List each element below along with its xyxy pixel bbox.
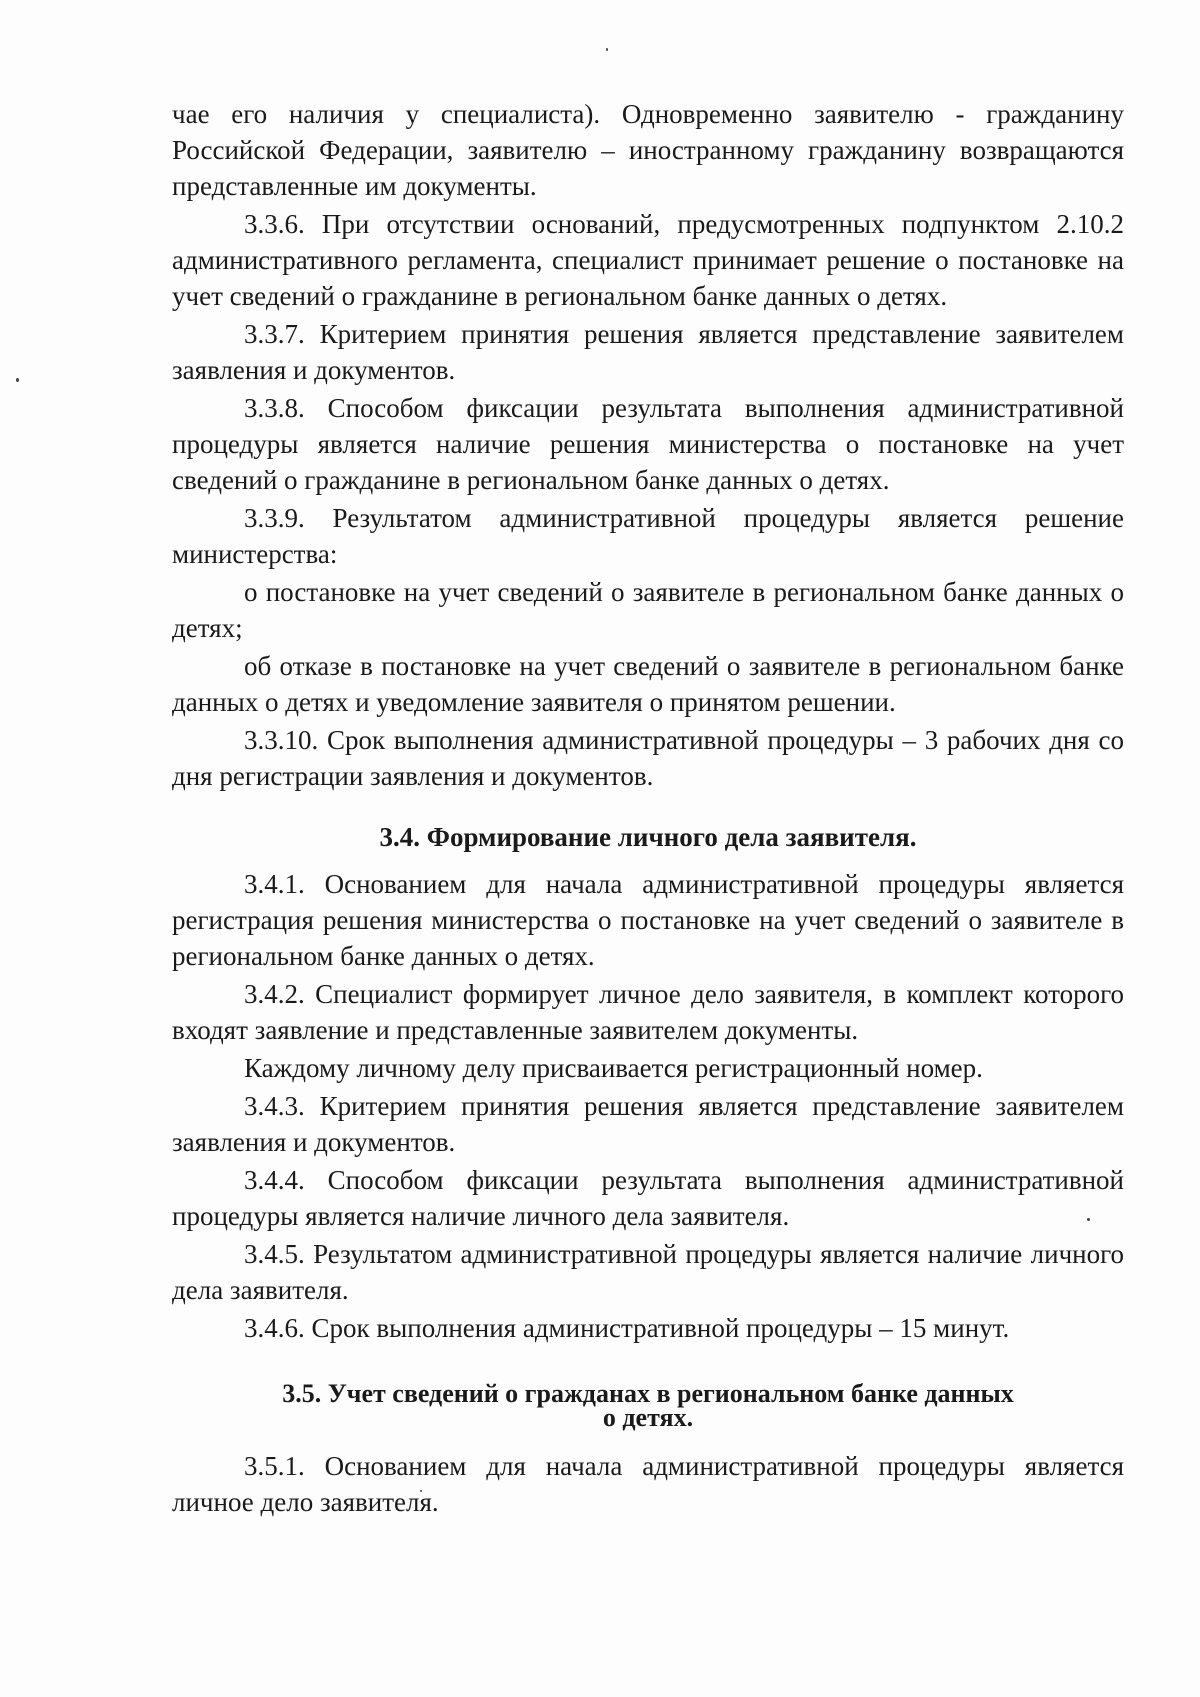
paragraph-3-5-1: 3.5.1. Основанием для начала административной процедуры является личное дело заявителя. [172,1451,1124,1517]
paragraph-3-4-3: 3.4.3. Критерием принятия решения является представление заявителем заявления и документов. [172,1091,1124,1157]
section-heading-3-4: 3.4. Формирование личного дела заявителя. [379,822,917,852]
document-body [172,96,1124,1522]
paragraph-3-4-6: 3.4.6. Срок выполнения административной процедуры – 15 минут. [244,1313,1010,1343]
paragraph-3-4-2: 3.4.2. Специалист формирует личное дело заявителя, в комплект которого входят заявление и представленные заявителем документы. [172,979,1124,1045]
section-heading-3-5-line1: 3.5. Учет сведений о гражданах в региональном банке данных [282,1379,1014,1408]
paragraph-3-3-7: 3.3.7. Критерием принятия решения является представление заявителем заявления и документов. [172,319,1124,385]
paragraph: Каждому личному делу присваивается регистрационный номер. [244,1053,983,1083]
scan-speck [16,378,19,382]
paragraph: чае его наличия у специалиста). Одновременно заявителю - гражданину Российской Федерации, заявителю – иностранному гражданину возвращаются представленные им документы. [172,99,1124,201]
paragraph-3-3-10: 3.3.10. Срок выполнения административной процедуры – 3 рабочих дня со дня регистрации заявления и документов. [172,725,1124,791]
scan-speck [606,48,608,51]
paragraph-3-4-5: 3.4.5. Результатом административной процедуры является наличие личного дела заявителя. [172,1239,1124,1305]
section-heading-3-5-line2: о детях. [602,1403,694,1432]
paragraph-3-3-8: 3.3.8. Способом фиксации результата выполнения административной процедуры является наличие решения министерства о постановке на учет сведений о гражданине в региональном банке данных о детях. [172,393,1124,495]
paragraph-3-3-6: 3.3.6. При отсутствии оснований, предусмотренных подпунктом 2.10.2 административного регламента, специалист принимает решение о постановке на учет сведений о гражданине в региональном банке данных о детях. [172,209,1124,311]
list-item: о постановке на учет сведений о заявителе в региональном банке данных о детях; [172,577,1124,643]
paragraph-3-4-4: 3.4.4. Способом фиксации результата выполнения административной процедуры является наличие личного дела заявителя. [172,1165,1124,1231]
paragraph-3-4-1: 3.4.1. Основанием для начала административной процедуры является регистрация решения министерства о постановке на учет сведений о заявителе в региональном банке данных о детях. [172,869,1124,971]
paragraph-3-3-9: 3.3.9. Результатом административной процедуры является решение министерства: [172,503,1124,569]
section-heading-3-5 [172,1379,1124,1432]
list-item: об отказе в постановке на учет сведений о заявителе в региональном банке данных о детях и уведомление заявителя о принятом решении. [172,651,1124,717]
